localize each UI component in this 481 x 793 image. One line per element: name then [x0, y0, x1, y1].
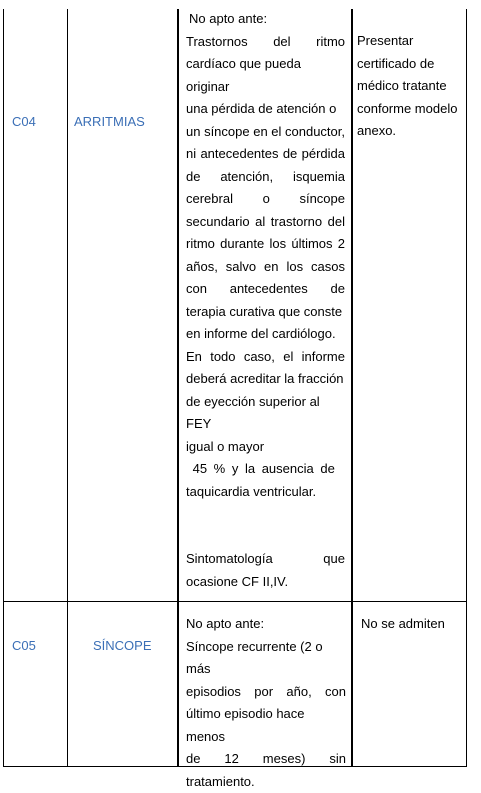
row-code: C05 [12, 635, 36, 658]
text-line: Presentar [357, 30, 463, 53]
row-condition-name: SÍNCOPE [93, 635, 152, 658]
text-line: terapia curativa que conste [186, 301, 345, 324]
text-line: igual o mayor [186, 436, 345, 459]
text-line: último episodio hace menos [186, 703, 346, 748]
text-line: tratamiento. [186, 771, 346, 793]
text-line: cardíaco que pueda originar [186, 53, 345, 98]
text-line: certificado de [357, 53, 463, 76]
text-line: una pérdida de atención o [186, 98, 345, 121]
requirement-cell [361, 613, 463, 636]
text-line: ritmo durante los últimos 2 [186, 233, 345, 256]
criteria-paragraph-1 [186, 636, 346, 793]
text-line: ni antecedentes de pérdida [186, 143, 345, 166]
text-line: cerebral o síncope [186, 188, 345, 211]
text-line: anexo. [357, 120, 463, 143]
criteria-cell [186, 8, 345, 593]
table-border-left [3, 9, 4, 767]
text-line: de 12 meses) sin [186, 748, 346, 771]
column-divider-2 [177, 9, 179, 767]
column-divider-1 [67, 9, 68, 767]
text-line: ocasione CF II,IV. [186, 571, 345, 594]
text-line: años, salvo en los casos [186, 256, 345, 279]
criteria-cell [186, 613, 346, 793]
text-line: No se admiten [361, 613, 463, 636]
text-line: de atención, isquemia [186, 166, 345, 189]
text-line: médico tratante [357, 75, 463, 98]
text-line: con antecedentes de [186, 278, 345, 301]
criteria-header: No apto ante: [186, 613, 346, 636]
text-line: secundario al trastorno del [186, 211, 345, 234]
text-line: conforme modelo [357, 98, 463, 121]
row-condition-name: ARRITMIAS [74, 111, 145, 134]
criteria-paragraph-2 [186, 346, 345, 504]
column-divider-3 [351, 9, 353, 767]
row-code: C04 [12, 111, 36, 134]
text-line: En todo caso, el informe [186, 346, 345, 369]
text-line: 45 % y la ausencia de [186, 458, 345, 481]
table-border-right [466, 9, 467, 767]
text-line: Trastornos del ritmo [186, 31, 345, 54]
text-line: un síncope en el conductor, [186, 121, 345, 144]
criteria-paragraph-1 [186, 31, 345, 346]
text-line: Sintomatología que [186, 548, 345, 571]
text-line: en informe del cardiólogo. [186, 323, 345, 346]
text-line: taquicardia ventricular. [186, 481, 345, 504]
criteria-header: No apto ante: [186, 8, 345, 31]
text-line: Síncope recurrente (2 o más [186, 636, 346, 681]
text-line: de eyección superior al FEY [186, 391, 345, 436]
criteria-paragraph-3 [186, 548, 345, 593]
text-line: episodios por año, con [186, 681, 346, 704]
requirement-cell [357, 30, 463, 143]
row-divider [3, 601, 467, 602]
text-line: deberá acreditar la fracción [186, 368, 345, 391]
